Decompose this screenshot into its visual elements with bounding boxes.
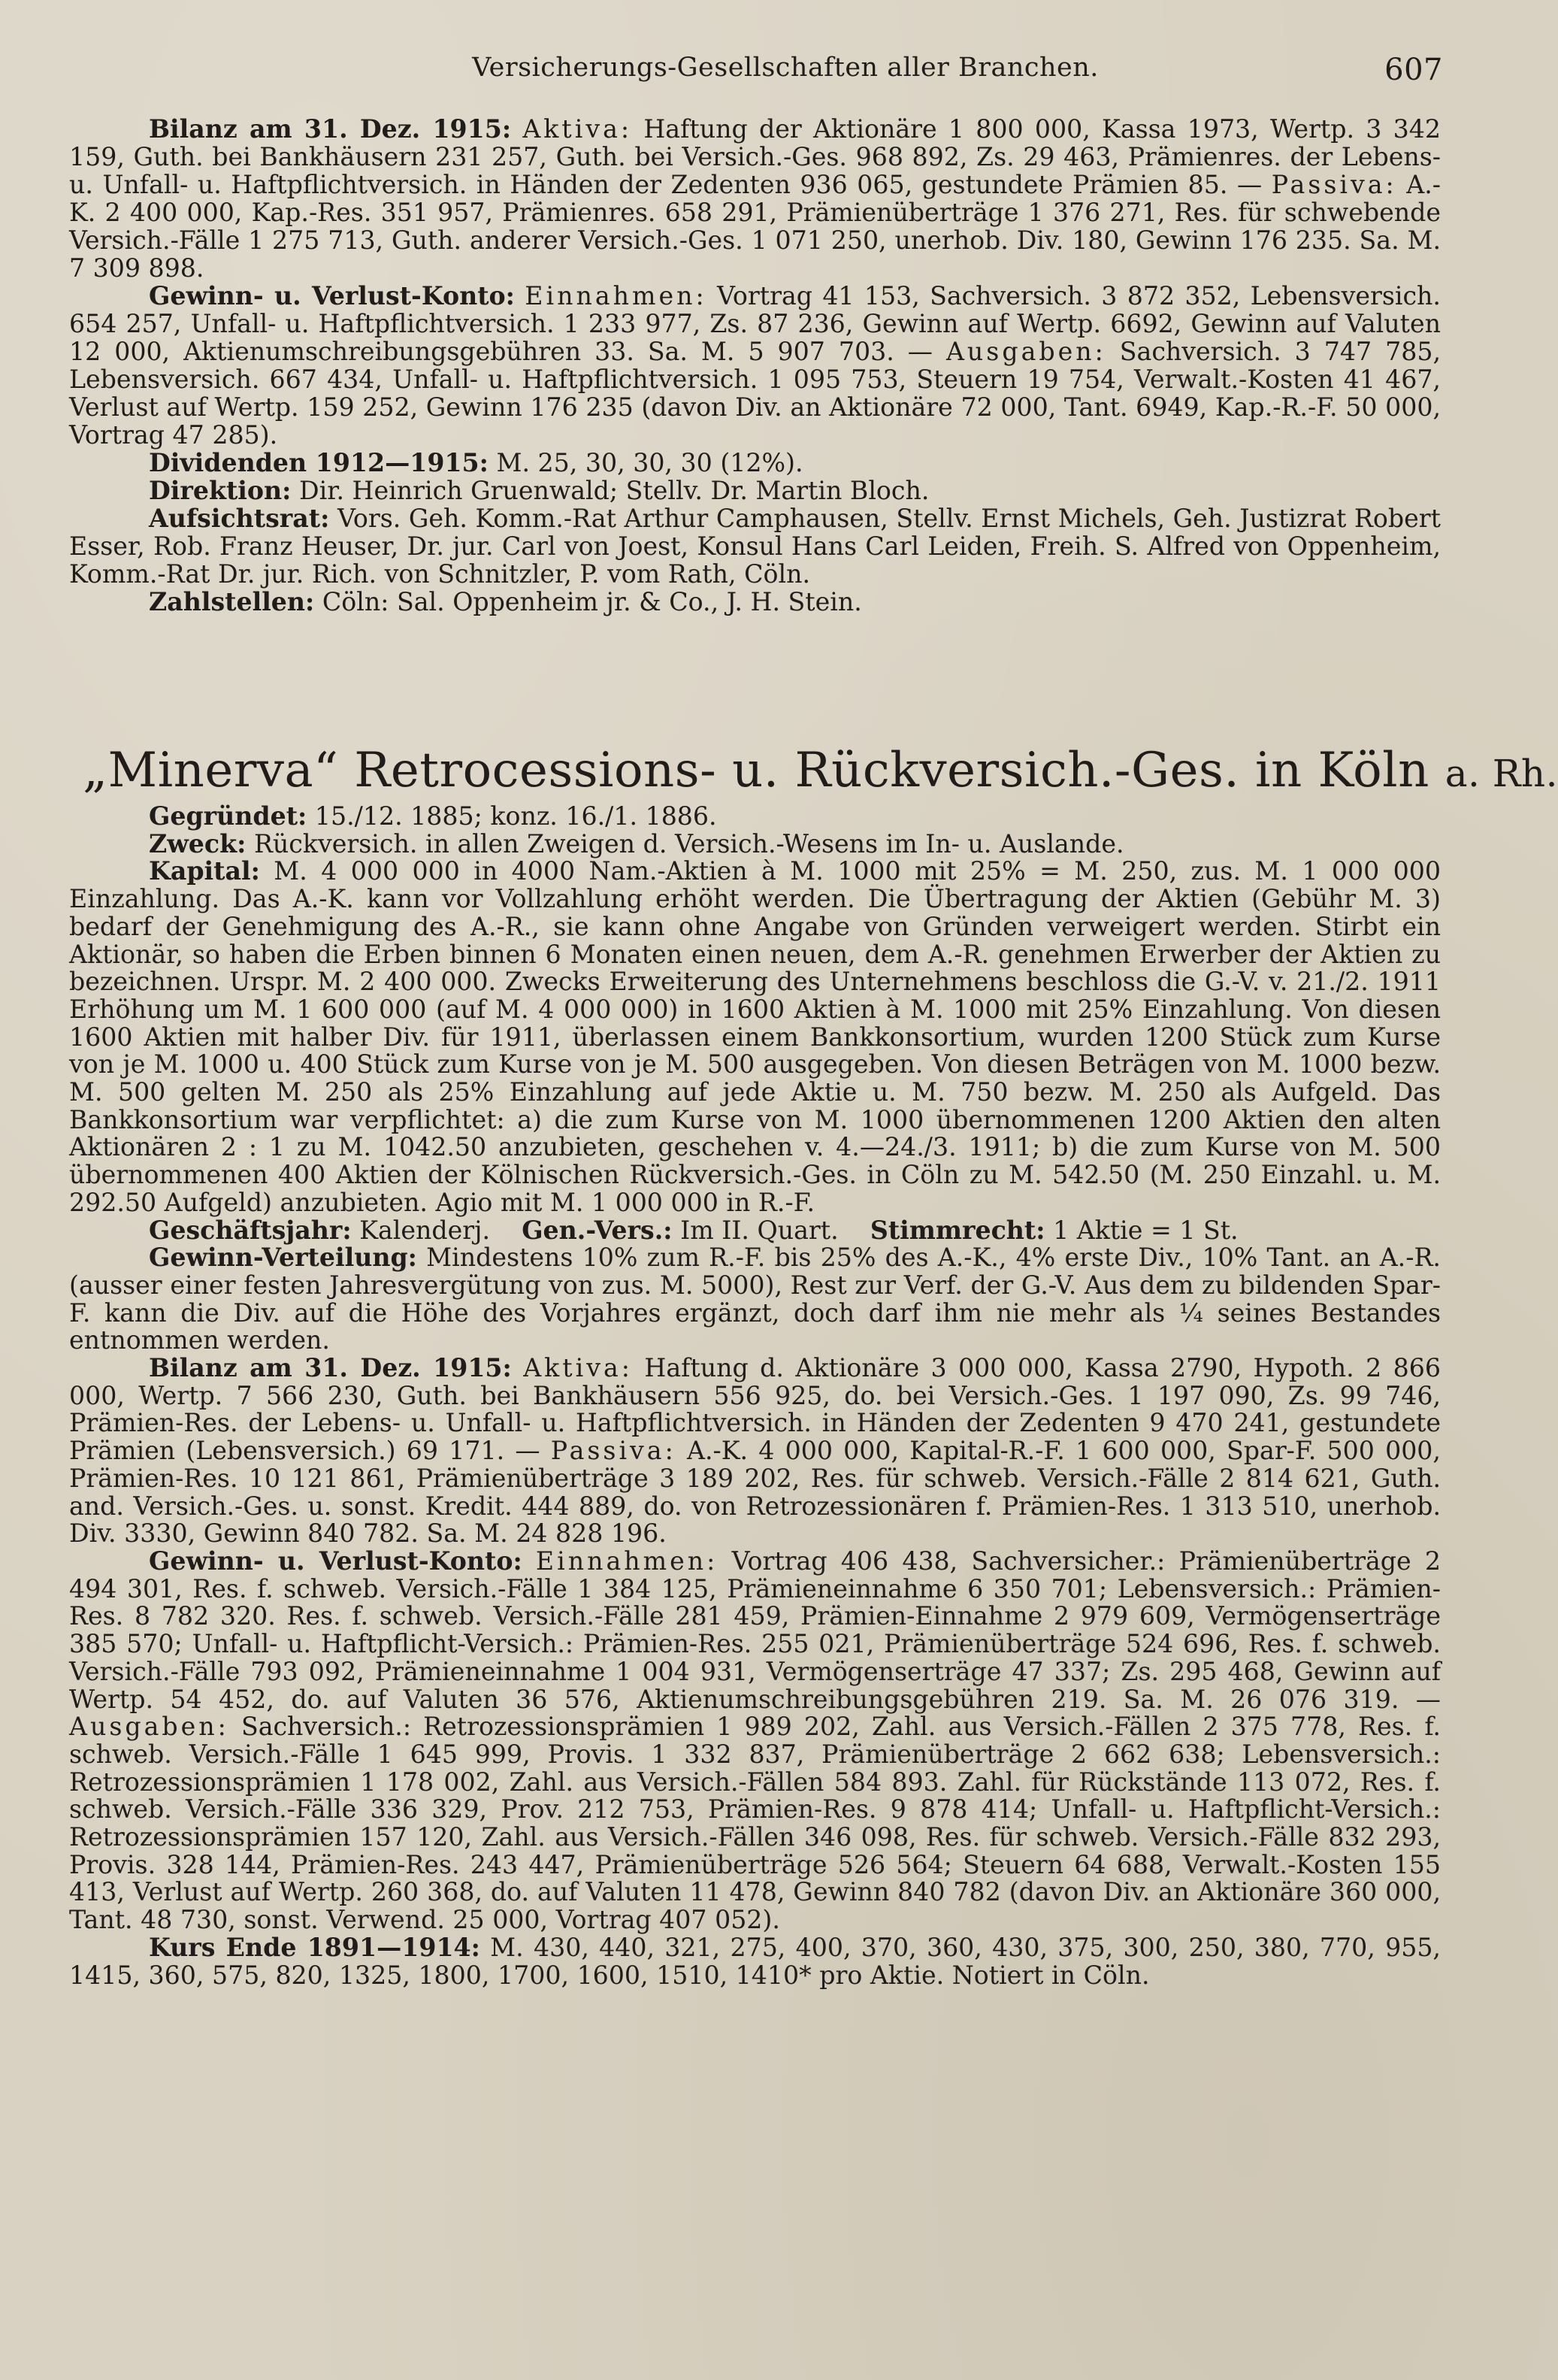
- gv-text: Im II. Quart.: [680, 1215, 839, 1245]
- kapital-label: Kapital:: [149, 856, 260, 886]
- company-heading-main: „Minerva“ Retrocessions- u. Rückversich.-Ges. in Köln: [83, 743, 1429, 798]
- gv-label: Gen.-Vers.:: [522, 1215, 673, 1245]
- ausgaben-label: Ausgaben:: [69, 1712, 229, 1742]
- aktiva-label: Aktiva:: [523, 1353, 633, 1383]
- minerva-section: [69, 803, 1441, 1989]
- geschaeftsjahr-paragraph: [69, 1217, 1441, 1245]
- prev-dividenden-text: M. 25, 30, 30, 30 (12%).: [496, 448, 803, 477]
- gewinnverteilung-paragraph: [69, 1244, 1441, 1355]
- previous-company-section: [69, 115, 1441, 616]
- stimmrecht-text: 1 Aktie = 1 St.: [1053, 1215, 1239, 1245]
- prev-guv-paragraph: [69, 282, 1441, 449]
- kurs-text: M. 430, 440, 321, 275, 400, 370, 360, 430, 375, 300, 250, 380, 770, 955, 1415, 360, 575, 820, 1325, 1800, 1700, 1600, 1510, 1410* pro Aktie. Notiert in Cöln.: [69, 1932, 1441, 1990]
- kurs-label: Kurs Ende 1891—1914:: [149, 1932, 480, 1962]
- guv-text1: Vortrag 406 438, Sachversicher.: Prämienüberträge 2 494 301, Res. f. schweb. Versich.-Fälle 1 384 125, Prämieneinnahme 6 350 701; Lebensversich.: Prämien-Res. 8 782 320. Res. f. schweb. Versich.-Fälle 281 459, Prämien-Einnahme 2 979 609, Vermögenserträge 385 570; Unfall- u. Haftpflicht-Versich.: Prämien-Res. 255 021, Prämienüberträge 524 696, Res. f. schweb. Versich.-Fälle 793 092, Prämieneinnahme 1 004 931, Vermögenserträge 47 337; Zs. 295 468, Gewinn auf Wertp. 54 452, do. auf Valuten 36 576, Aktienumschreibungsgebühren 219. Sa. M. 26 076 319. —: [69, 1546, 1441, 1714]
- prev-aufsichtsrat-paragraph: [69, 504, 1441, 588]
- guv-paragraph: [69, 1548, 1441, 1934]
- prev-ausgaben-label: Ausgaben:: [945, 337, 1106, 366]
- running-head: [128, 53, 1443, 90]
- geschaeftsjahr-label: Geschäftsjahr:: [149, 1215, 352, 1245]
- prev-dividenden-paragraph: [69, 449, 1441, 477]
- prev-aufsichtsrat-text: Vors. Geh. Komm.-Rat Arthur Camphausen, Stellv. Ernst Michels, Geh. Justizrat Robert Esser, Rob. Franz Heuser, Dr. jur. Carl von Joest, Konsul Hans Carl Leiden, Freih. S. Alfred von Oppenheim, Komm.-Rat Dr. jur. Rich. von Schnitzler, P. vom Rath, Cöln.: [69, 504, 1441, 589]
- zweck-text: Rückversich. in allen Zweigen d. Versich.-Wesens im In- u. Auslande.: [253, 828, 1124, 858]
- prev-aufsichtsrat-label: Aufsichtsrat:: [149, 504, 330, 533]
- prev-einnahmen-label: Einnahmen:: [525, 281, 707, 310]
- prev-guv-text1: Vortrag 41 153, Sachversich. 3 872 352, Lebensversich. 654 257, Unfall- u. Haftpflichtversich. 1 233 977, Zs. 87 236, Gewinn auf Wertp. 6692, Gewinn auf Valuten 12 000, Aktienumschreibungsgebühren 33. Sa. M. 5 907 703. —: [69, 281, 1441, 366]
- prev-direktion-label: Direktion:: [149, 476, 292, 505]
- gewinnverteilung-label: Gewinn-Verteilung:: [149, 1243, 417, 1273]
- kurs-paragraph: [69, 1934, 1441, 1989]
- prev-bilanz-text1: Haftung der Aktionäre 1 800 000, Kassa 1973, Wertp. 3 342 159, Guth. bei Bankhäusern 231 257, Guth. bei Versich.-Ges. 968 892, Zs. 29 463, Prämienres. der Lebens- u. Unfall- u. Haftpflichtversich. in Händen der Zedenten 936 065, gestundete Prämien 85. —: [69, 114, 1441, 199]
- geschaeftsjahr-text: Kalenderj.: [359, 1215, 491, 1245]
- kapital-paragraph: [69, 858, 1441, 1216]
- prev-zahlstellen-label: Zahlstellen:: [149, 587, 315, 616]
- prev-passiva-label: Passiva:: [1271, 170, 1397, 199]
- prev-bilanz-paragraph: [69, 115, 1441, 282]
- prev-guv-label: Gewinn- u. Verlust-Konto:: [149, 281, 515, 310]
- gegruendet-label: Gegründet:: [149, 801, 307, 831]
- guv-label: Gewinn- u. Verlust-Konto:: [149, 1546, 522, 1576]
- prev-direktion-text: Dir. Heinrich Gruenwald; Stellv. Dr. Martin Bloch.: [299, 476, 930, 505]
- company-heading: [83, 743, 1558, 800]
- gegruendet-text: 15./12. 1885; konz. 16./1. 1886.: [314, 801, 717, 831]
- prev-bilanz-label: Bilanz am 31. Dez. 1915:: [149, 114, 512, 144]
- page-number: 607: [1384, 53, 1443, 87]
- einnahmen-label: Einnahmen:: [535, 1546, 718, 1576]
- prev-zahlstellen-paragraph: [69, 588, 1441, 616]
- kapital-text: M. 4 000 000 in 4000 Nam.-Aktien à M. 1000 mit 25% = M. 250, zus. M. 1 000 000 Einzahlung. Das A.-K. kann vor Vollzahlung erhöht werden. Die Übertragung der Aktien (Gebühr M. 3) bedarf der Genehmigung des A.-R., sie kann ohne Angabe von Gründen verweigert werden. Stirbt ein Aktionär, so haben die Erben binnen 6 Monaten einen neuen, dem A.-R. genehmen Erwerber der Aktien zu bezeichnen. Urspr. M. 2 400 000. Zwecks Erweiterung des Unternehmens beschloss die G.-V. v. 21./2. 1911 Erhöhung um M. 1 600 000 (auf M. 4 000 000) in 1600 Aktien à M. 1000 mit 25% Einzahlung. Von diesen 1600 Aktien mit halber Div. für 1911, überlassen einem Bankkonsortium, wurden 1200 Stück zum Kurse von je M. 1000 u. 400 Stück zum Kurse von je M. 500 ausgegeben. Von diesen Beträgen von M. 1000 bezw. M. 500 gelten M. 250 als 25% Einzahlung auf jede Aktie u. M. 750 bezw. M. 250 als Aufgeld. Das Bankkonsortium war verpflichtet: a) die zum Kurse von M. 1000 übernommenen 1200 Aktien den alten Aktionären 2 : 1 zu M. 1042.50 anzubieten, geschehen v. 4.—24./3. 1911; b) die zum Kurse von M. 500 übernommenen 400 Aktien der Kölnischen Rückversich.-Ges. in Cöln zu M. 542.50 (M. 250 Einzahl. u. M. 292.50 Aufgeld) anzubieten. Agio mit M. 1 000 000 in R.-F.: [69, 856, 1441, 1217]
- zweck-paragraph: [69, 828, 1441, 858]
- gewinnverteilung-text: Mindestens 10% zum R.-F. bis 25% des A.-K., 4% erste Div., 10% Tant. an A.-R. (ausser einer festen Jahresvergütung von zus. M. 5000), Rest zur Verf. der G.-V. Aus dem zu bildenden Spar-F. kann die Div. auf die Höhe des Vorjahres ergänzt, doch darf ihm nie mehr als ¼ seines Bestandes entnommen werden.: [69, 1243, 1441, 1355]
- running-head-title: Versicherungs-Gesellschaften aller Branchen.: [472, 53, 1099, 83]
- prev-bilanz-text2: A.-K. 2 400 000, Kap.-Res. 351 957, Prämienres. 658 291, Prämienüberträge 1 376 271, Res. für schwebende Versich.-Fälle 1 275 713, Guth. anderer Versich.-Ges. 1 071 250, unerhob. Div. 180, Gewinn 176 235. Sa. M. 7 309 898.: [69, 170, 1441, 283]
- prev-aktiva-label: Aktiva:: [522, 114, 633, 144]
- bilanz-label: Bilanz am 31. Dez. 1915:: [149, 1353, 512, 1383]
- company-heading-suffix: a. Rh.: [1445, 752, 1558, 795]
- bilanz-text2: A.-K. 4 000 000, Kapital-R.-F. 1 600 000, Spar-F. 500 000, Prämien-Res. 10 121 861, Prämienüberträge 3 189 202, Res. für schweb. Versich.-Fälle 2 814 621, Guth. and. Versich.-Ges. u. sonst. Kredit. 444 889, do. von Retrozessionären f. Prämien-Res. 1 313 510, unerhob. Div. 3330, Gewinn 840 782. Sa. M. 24 828 196.: [69, 1436, 1441, 1549]
- bilanz-paragraph: [69, 1355, 1441, 1548]
- prev-dividenden-label: Dividenden 1912—1915:: [149, 448, 489, 477]
- bilanz-text1: Haftung d. Aktionäre 3 000 000, Kassa 2790, Hypoth. 2 866 000, Wertp. 7 566 230, Guth. bei Bankhäusern 556 925, do. bei Versich.-Ges. 1 197 090, Zs. 99 746, Prämien-Res. der Lebens- u. Unfall- u. Haftpflichtversich. in Händen der Zedenten 9 470 241, gestundete Prämien (Lebensversich.) 69 171. —: [69, 1353, 1441, 1466]
- passiva-label: Passiva:: [550, 1436, 676, 1466]
- gegruendet-paragraph: [69, 803, 1441, 831]
- guv-text2: Sachversich.: Retrozessionsprämien 1 989 202, Zahl. aus Versich.-Fällen 2 375 778, Res. f. schweb. Versich.-Fälle 1 645 999, Provis. 1 332 837, Prämienüberträge 2 662 638; Lebensversich.: Retrozessionsprämien 1 178 002, Zahl. aus Versich.-Fällen 584 893. Zahl. für Rückstände 113 072, Res. f. schweb. Versich.-Fälle 336 329, Prov. 212 753, Prämien-Res. 9 878 414; Unfall- u. Haftpflicht-Versich.: Retrozessionsprämien 157 120, Zahl. aus Versich.-Fällen 346 098, Res. für schweb. Versich.-Fälle 832 293, Provis. 328 144, Prämien-Res. 243 447, Prämienüberträge 526 564; Steuern 64 688, Verwalt.-Kosten 155 413, Verlust auf Wertp. 260 368, do. auf Valuten 11 478, Gewinn 840 782 (davon Div. an Aktionäre 360 000, Tant. 48 730, sonst. Verwend. 25 000, Vortrag 407 052).: [69, 1712, 1441, 1935]
- prev-direktion-paragraph: [69, 477, 1441, 504]
- zweck-label: Zweck:: [149, 828, 247, 858]
- prev-guv-text2: Sachversich. 3 747 785, Lebensversich. 667 434, Unfall- u. Haftpflichtversich. 1 095 753, Steuern 19 754, Verwalt.-Kosten 41 467, Verlust auf Wertp. 159 252, Gewinn 176 235 (davon Div. an Aktionäre 72 000, Tant. 6949, Kap.-R.-F. 50 000, Vortrag 47 285).: [69, 337, 1442, 450]
- stimmrecht-label: Stimmrecht:: [870, 1215, 1045, 1245]
- prev-zahlstellen-text: Cöln: Sal. Oppenheim jr. & Co., J. H. Stein.: [322, 587, 862, 616]
